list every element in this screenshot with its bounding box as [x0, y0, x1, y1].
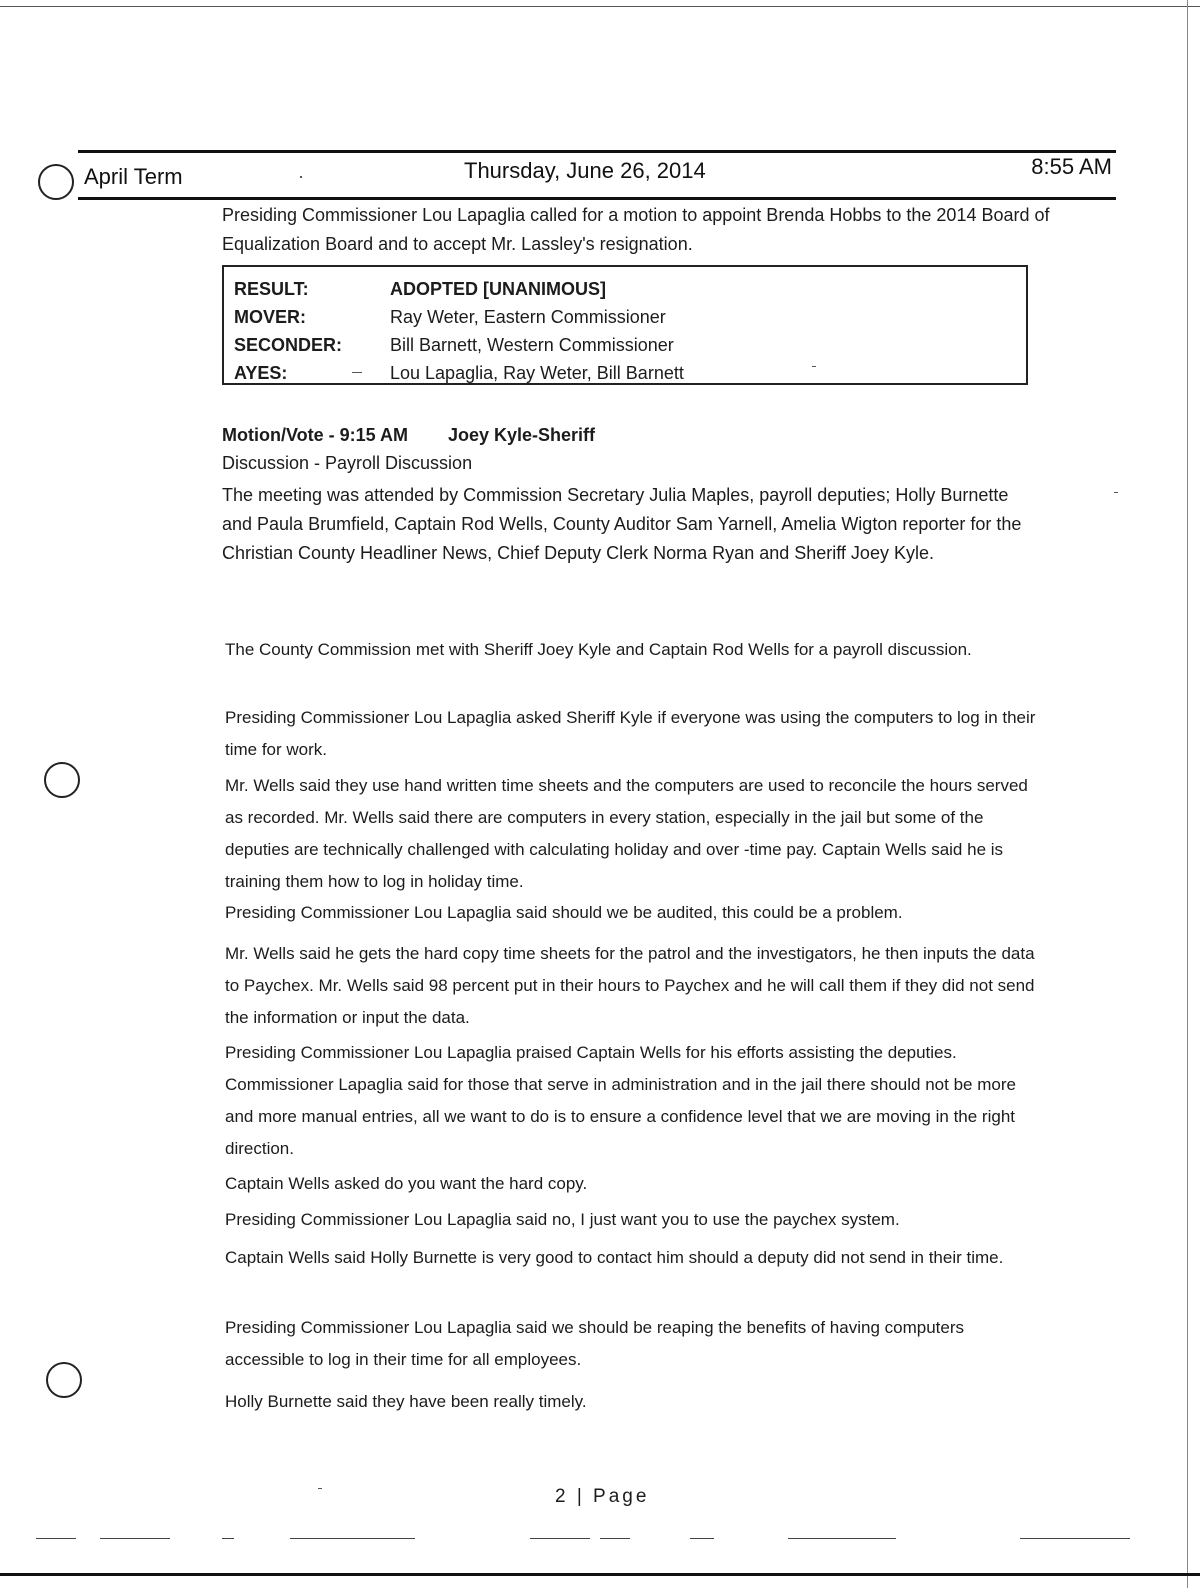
result-value: ADOPTED [UNANIMOUS] [390, 279, 606, 299]
footer-rule [0, 1573, 1200, 1576]
motion-intro-text: Presiding Commissioner Lou Lapaglia called for a motion to appoint Brenda Hobbs to the 2014 Board of Equalization Board and to accept Mr. Lassley's resignation. [222, 205, 1050, 254]
scan-artifact [1114, 492, 1118, 493]
minutes-paragraph: Presiding Commissioner Lou Lapaglia said no, I just want you to use the paychex system. [225, 1210, 900, 1229]
minutes-paragraph: The County Commission met with Sheriff Joey Kyle and Captain Rod Wells for a payroll discussion. [225, 640, 972, 659]
minutes-paragraph: Presiding Commissioner Lou Lapaglia said we should be reaping the benefits of having computers accessible to log in their time for all employees. [225, 1318, 964, 1369]
motion-vote-label: Motion/Vote - 9:15 AM [222, 425, 408, 445]
scan-artifact [100, 1538, 170, 1539]
minutes-paragraph: Presiding Commissioner Lou Lapaglia said should we be audited, this could be a problem. [225, 903, 903, 922]
ayes-value: Lou Lapaglia, Ray Weter, Bill Barnett [390, 363, 684, 383]
ayes-label: AYES: [234, 363, 288, 383]
scan-edge-top [0, 6, 1200, 7]
punch-hole-mark [46, 1362, 82, 1398]
page-number: 2 | Page [555, 1486, 650, 1507]
minutes-paragraph: Captain Wells said Holly Burnette is very good to contact him should a deputy did not send in their time. [225, 1248, 1004, 1267]
page-header [84, 154, 1112, 192]
discussion-heading: Discussion - Payroll Discussion [222, 453, 473, 473]
minutes-paragraph: Presiding Commissioner Lou Lapaglia praised Captain Wells for his efforts assisting the deputies. Commissioner Lapaglia said for those that serve in administration and in the jail there should not be more and more manual entries, all we want to do is to ensure a confidence level that we are moving in the right direction. [225, 1043, 1016, 1158]
mover-value: Ray Weter, Eastern Commissioner [390, 307, 666, 327]
scan-artifact [300, 176, 302, 178]
motion-vote-person: Joey Kyle-Sheriff [448, 425, 596, 445]
scan-artifact [290, 1538, 415, 1539]
punch-hole-mark [38, 164, 74, 200]
term-label: April Term [84, 164, 183, 189]
seconder-value: Bill Barnett, Western Commissioner [390, 335, 674, 355]
scan-edge-right [1187, 0, 1188, 1588]
scan-artifact [690, 1538, 714, 1539]
scan-artifact [600, 1538, 630, 1539]
minutes-paragraph: Captain Wells asked do you want the hard copy. [225, 1174, 588, 1193]
mover-label: MOVER: [234, 307, 306, 327]
result-label: RESULT: [234, 279, 309, 299]
scan-artifact [352, 372, 362, 373]
minutes-paragraph: Mr. Wells said they use hand written time sheets and the computers are used to reconcile the hours served as recorded. Mr. Wells said there are computers in every station, especially in the jail but some of the deputies are technically challenged with calculating holiday and over -time pay. Captain Wells said he is training them how to log in holiday time. [225, 776, 1028, 891]
motion-vote-heading [222, 425, 1052, 446]
header-rule-bottom [78, 197, 1116, 200]
scan-artifact [788, 1538, 896, 1539]
minutes-paragraph: Holly Burnette said they have been really timely. [225, 1392, 587, 1411]
scan-artifact [1020, 1538, 1130, 1539]
scan-artifact [530, 1538, 590, 1539]
scan-artifact [222, 1538, 234, 1539]
scan-artifact [318, 1488, 322, 1489]
meeting-time: 8:55 AM [1031, 154, 1112, 179]
minutes-paragraph: Presiding Commissioner Lou Lapaglia asked Sheriff Kyle if everyone was using the computers to log in their time for work. [225, 708, 1036, 759]
scan-artifact [812, 366, 816, 367]
vote-result-box [222, 265, 1028, 385]
attendance-paragraph: The meeting was attended by Commission Secretary Julia Maples, payroll deputies; Holly Burnette and Paula Brumfield, Captain Rod Wells, County Auditor Sam Yarnell, Amelia Wigton reporter for the Christian County Headliner News, Chief Deputy Clerk Norma Ryan and Sheriff Joey Kyle. [222, 485, 1022, 563]
minutes-paragraph: Mr. Wells said he gets the hard copy time sheets for the patrol and the investigators, he then inputs the data to Paychex. Mr. Wells said 98 percent put in their hours to Paychex and he will call them if they did not send the information or input the data. [225, 944, 1035, 1027]
scan-artifact [36, 1538, 76, 1539]
punch-hole-mark [44, 762, 80, 798]
meeting-date: Thursday, June 26, 2014 [464, 158, 706, 183]
header-rule-top [78, 150, 1116, 153]
seconder-label: SECONDER: [234, 335, 343, 355]
